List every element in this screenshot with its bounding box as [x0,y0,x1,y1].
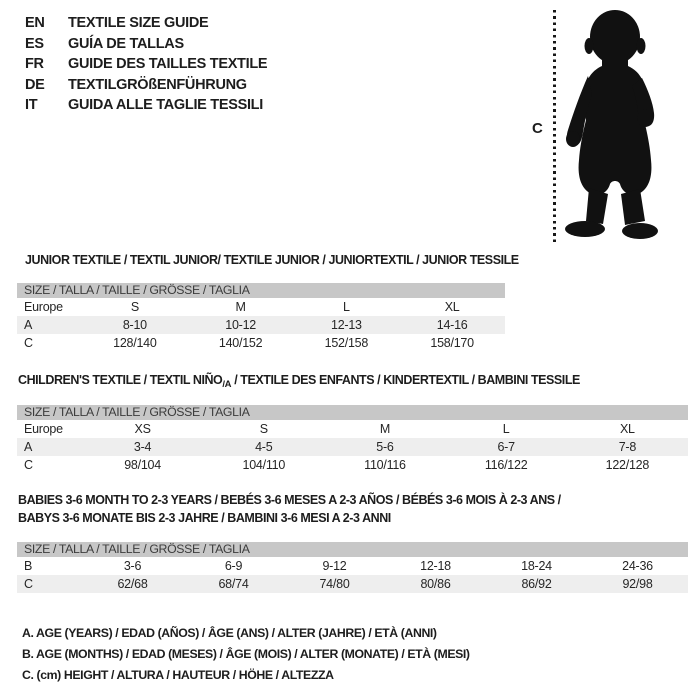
table-cell: XL [619,422,635,436]
table-cell: 7-8 [618,440,637,454]
lang-code: FR [25,56,44,73]
table-cell: XS [134,422,151,436]
table-cell: 74/80 [319,577,350,591]
children-title-prefix: CHILDREN'S TEXTILE / TEXTIL NIÑO [18,373,223,387]
footnote-age-years: A. AGE (YEARS) / EDAD (AÑOS) / ÂGE (ANS) / ALTER (JAHRE) / ETÀ (ANNI) [22,626,437,640]
table-cell: M [379,422,391,436]
table-cell: 80/86 [420,577,451,591]
table-cell: XL [444,300,460,314]
babies-title-line2: BABYS 3-6 MONATE BIS 2-3 JAHRE / BAMBINI 3-6 MESI A 2-3 ANNI [18,510,391,525]
lang-row-it [25,95,267,116]
table-cell: 3-6 [123,559,142,573]
table-cell: 9-12 [322,559,347,573]
table-cell: L [502,422,510,436]
size-header-bar: SIZE / TALLA / TAILLE / GRÖSSE / TAGLIA [17,405,688,420]
table-cell: 86/92 [521,577,552,591]
babies-size-table [17,542,688,593]
children-title-subscript: /A [222,379,232,390]
table-cell: L [343,300,350,314]
table-row [17,334,505,352]
table-cell: 14-16 [436,318,468,332]
table-cell: 6-7 [497,440,515,454]
table-cell: 98/104 [124,458,161,472]
table-cell: 110/116 [364,458,406,472]
table-cell: 3-4 [133,440,152,454]
table-cell: 5-6 [376,440,394,454]
children-size-table [17,405,688,474]
table-cell: 116/122 [484,458,528,472]
table-cell: 62/68 [117,577,148,591]
table-cell: 158/170 [430,336,474,350]
size-header-bar: SIZE / TALLA / TAILLE / GRÖSSE / TAGLIA [17,283,505,298]
table-cell: 152/158 [324,336,369,350]
table-cell: 122/128 [605,458,650,472]
lang-label: GUIDE DES TAILLES TEXTILE [68,56,268,73]
table-cell: S [259,422,268,436]
height-measure-label: C [532,120,543,137]
lang-code: DE [25,76,45,93]
toddler-silhouette-icon [560,8,662,245]
children-title-suffix: / TEXTILE DES ENFANTS / KINDERTEXTIL / BAMBINI TESSILE [231,373,580,387]
lang-code: ES [25,35,44,52]
junior-section-title: JUNIOR TEXTILE / TEXTIL JUNIOR/ TEXTILE JUNIOR / JUNIORTEXTIL / JUNIOR TESSILE [25,253,519,267]
children-section-title [18,373,580,390]
row-label: C [24,458,33,472]
table-cell: 18-24 [521,559,552,573]
table-cell: 68/74 [218,577,249,591]
table-row [17,420,688,438]
table-cell: 140/152 [218,336,263,350]
row-label: C [24,577,33,591]
babies-title-line1: BABIES 3-6 MONTH TO 2-3 YEARS / BEBÉS 3-6 MESES A 2-3 AÑOS / BÉBÉS 3-6 MOIS À 2-3 ANS / [18,493,561,507]
children-table [17,420,688,474]
babies-section-title [18,492,561,527]
table-cell: S [130,300,139,314]
table-cell: 104/110 [242,458,286,472]
row-label: Europe [24,422,63,436]
row-label: B [24,559,33,573]
row-label: C [24,336,33,350]
size-header-bar: SIZE / TALLA / TAILLE / GRÖSSE / TAGLIA [17,542,688,557]
table-cell: 128/140 [113,336,157,350]
lang-row-es [25,34,267,55]
table-row [17,298,505,316]
lang-row-de [25,75,267,96]
lang-label: TEXTILGRÖßENFÜHRUNG [68,76,247,93]
table-cell: 92/98 [622,577,653,591]
lang-code: EN [25,15,45,32]
language-list [25,13,267,116]
footnote-height-cm: C. (cm) HEIGHT / ALTURA / HAUTEUR / HÖHE / ALTEZZA [22,668,334,682]
table-cell: 12-13 [331,318,362,332]
lang-row-fr [25,54,267,75]
lang-label: TEXTILE SIZE GUIDE [68,15,209,32]
table-row [17,438,688,456]
footnote-age-months: B. AGE (MONTHS) / EDAD (MESES) / ÂGE (MOIS) / ALTER (MONATE) / ETÀ (MESI) [22,647,470,661]
lang-label: GUIDA ALLE TAGLIE TESSILI [68,97,263,114]
table-cell: M [235,300,246,314]
lang-label: GUÍA DE TALLAS [68,35,184,52]
lang-code: IT [25,97,38,114]
table-cell: 6-9 [224,559,243,573]
table-cell: 10-12 [225,318,256,332]
table-cell: 4-5 [255,440,273,454]
table-row [17,316,505,334]
table-cell: 12-18 [420,559,451,573]
babies-table [17,557,688,593]
table-cell: 8-10 [122,318,147,332]
table-row [17,557,688,575]
table-row [17,575,688,593]
height-measure-dashed-line [553,10,556,243]
junior-size-table [17,283,505,352]
row-label: Europe [24,300,63,314]
table-row [17,456,688,474]
table-cell: 24-36 [622,559,653,573]
junior-table [17,298,505,352]
row-label: A [24,318,33,332]
row-label: A [24,440,33,454]
lang-row-en [25,13,267,34]
